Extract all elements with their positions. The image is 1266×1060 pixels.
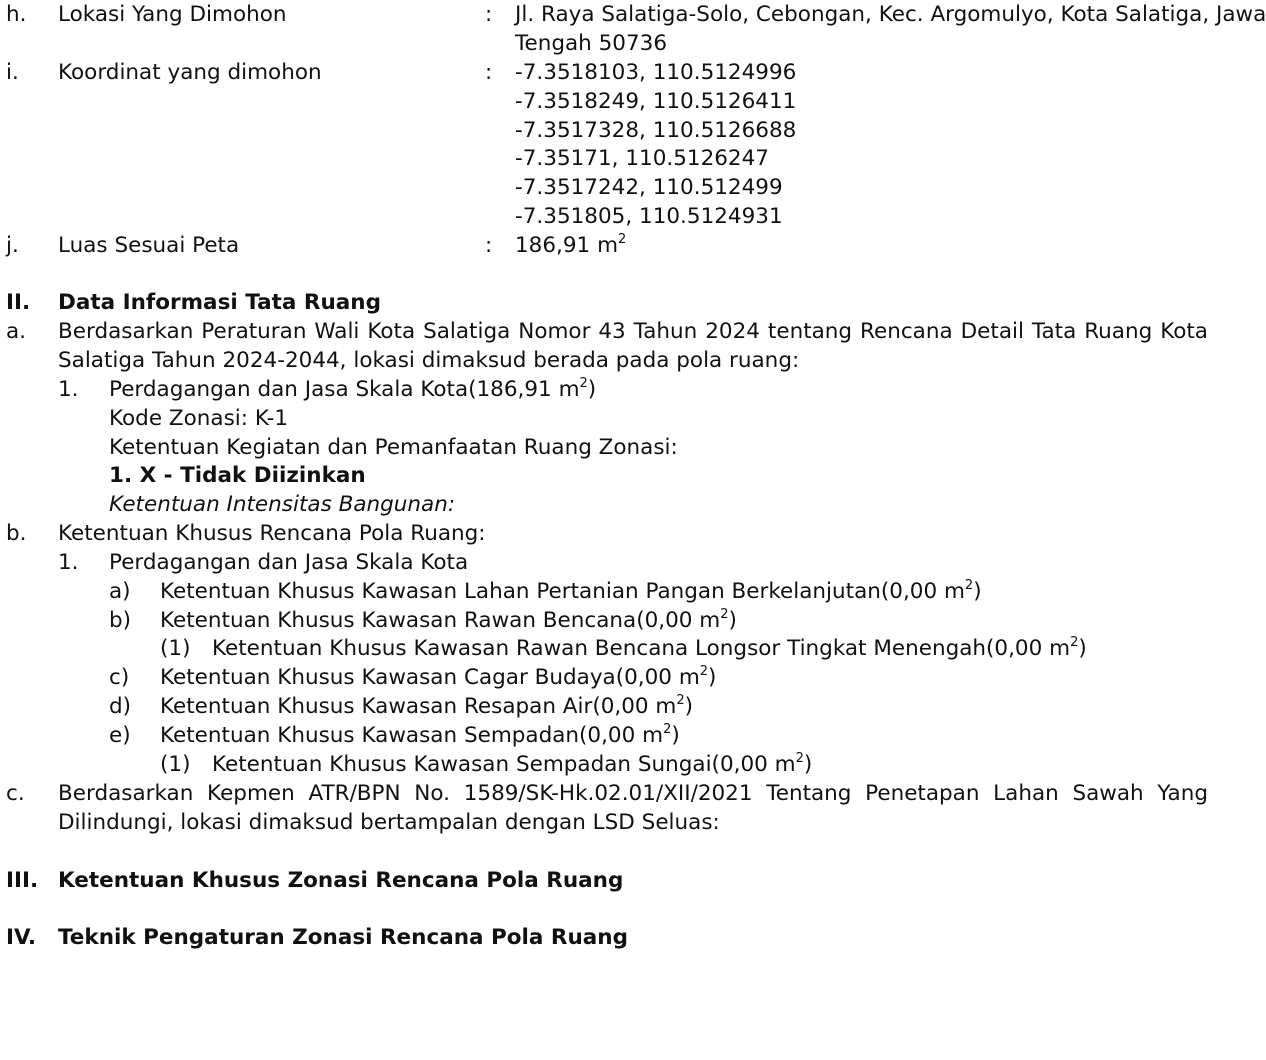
special-rule-setback: Ketentuan Khusus Kawasan Sempadan(0,00 $m^2$) — [160, 722, 680, 748]
coordinate-3: -7.3517328, 110.5126688 — [515, 118, 797, 143]
section-number-iv: IV. — [6, 925, 37, 950]
special-rule-water: Ketentuan Khusus Kawasan Resapan Air(0,00 $m^2$) — [160, 693, 694, 719]
item-marker-c: c. — [6, 781, 25, 806]
colon: : — [485, 233, 493, 258]
paragraph-c-line1: Berdasarkan Kepmen ATR/BPN No. 1589/SK-Hk.02.01/XII/2021 Tentang Penetapan Lahan Sawah Yang — [58, 781, 1208, 806]
special-rule-heritage: Ketentuan Khusus Kawasan Cagar Budaya(0,00 $m^2$) — [160, 664, 717, 690]
coordinate-1: -7.3518103, 110.5124996 — [515, 60, 797, 85]
special-rule-disaster: Ketentuan Khusus Kawasan Rawan Bencana(0,00 $m^2$) — [160, 607, 737, 633]
item-marker-j: j. — [6, 233, 19, 258]
value-lokasi-line2: Tengah 50736 — [515, 31, 668, 56]
intensity-label: Ketentuan Intensitas Bangunan: — [109, 492, 456, 517]
sub-marker: c) — [109, 665, 130, 690]
activity-rule: 1. X - Tidak Diizinkan — [109, 463, 366, 488]
zoning-code: Kode Zonasi: K-1 — [109, 406, 289, 431]
item-marker-a1: 1. — [58, 377, 79, 402]
section-title-ii: Data Informasi Tata Ruang — [58, 290, 381, 315]
label-koordinat: Koordinat yang dimohon — [58, 60, 322, 85]
zone-label: Perdagangan dan Jasa Skala Kota(186,91 $m^2$) — [109, 376, 597, 402]
section-number-ii: II. — [6, 290, 31, 315]
special-rule-river: Ketentuan Khusus Kawasan Sempadan Sungai(0,00 $m^2$) — [212, 751, 813, 777]
section-number-iii: III. — [6, 868, 39, 893]
sub-marker: (1) — [160, 752, 191, 777]
item-marker-a: a. — [6, 319, 27, 344]
colon: : — [485, 2, 493, 27]
sub-marker: b) — [109, 608, 132, 633]
label-lokasi: Lokasi Yang Dimohon — [58, 2, 287, 27]
special-rules-zone: Perdagangan dan Jasa Skala Kota — [109, 550, 469, 575]
sub-marker: d) — [109, 694, 132, 719]
section-title-iv: Teknik Pengaturan Zonasi Rencana Pola Ruang — [58, 925, 628, 950]
colon: : — [485, 60, 493, 85]
paragraph-c-line2: Dilindungi, lokasi dimaksud bertampalan dengan LSD Seluas: — [58, 810, 720, 835]
sub-marker: e) — [109, 723, 131, 748]
value-luas: 186,91 $m^2$ — [515, 232, 627, 258]
item-marker-b: b. — [6, 521, 27, 546]
coordinate-4: -7.35171, 110.5126247 — [515, 146, 769, 171]
item-marker-b1: 1. — [58, 550, 79, 575]
activity-rules-label: Ketentuan Kegiatan dan Pemanfaatan Ruang Zonasi: — [109, 435, 678, 460]
special-rule-lp2b: Ketentuan Khusus Kawasan Lahan Pertanian Pangan Berkelanjutan(0,00 $m^2$) — [160, 578, 982, 604]
paragraph-a-line2: Salatiga Tahun 2024-2044, lokasi dimaksud berada pada pola ruang: — [58, 348, 800, 373]
coordinate-6: -7.351805, 110.5124931 — [515, 204, 783, 229]
special-rules-label: Ketentuan Khusus Rencana Pola Ruang: — [58, 521, 486, 546]
label-luas: Luas Sesuai Peta — [58, 233, 240, 258]
coordinate-5: -7.3517242, 110.512499 — [515, 175, 783, 200]
item-marker-h: h. — [6, 2, 27, 27]
sub-marker: a) — [109, 579, 131, 604]
sub-marker: (1) — [160, 636, 191, 661]
coordinate-2: -7.3518249, 110.5126411 — [515, 89, 797, 114]
special-rule-landslide: Ketentuan Khusus Kawasan Rawan Bencana Longsor Tingkat Menengah(0,00 $m^2$) — [212, 635, 1087, 661]
section-title-iii: Ketentuan Khusus Zonasi Rencana Pola Ruang — [58, 868, 624, 893]
paragraph-a-line1: Berdasarkan Peraturan Wali Kota Salatiga Nomor 43 Tahun 2024 tentang Rencana Detail Tata Ruang Kota — [58, 319, 1208, 344]
value-lokasi-line1: Jl. Raya Salatiga-Solo, Cebongan, Kec. Argomulyo, Kota Salatiga, Jawa — [515, 2, 1266, 27]
item-marker-i: i. — [6, 60, 19, 85]
